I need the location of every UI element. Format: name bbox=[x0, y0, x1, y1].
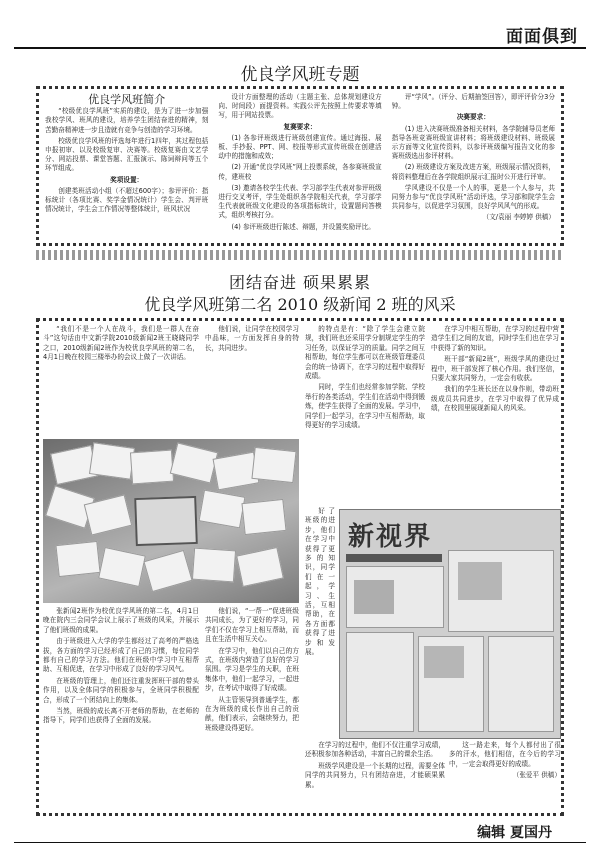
topic-title: 优良学风班专题 bbox=[240, 65, 360, 85]
article-paragraph: 从主管领导到普通学生，都在为班级的成长作出自己的贡献，他们表示，会继续努力，把班级建设得更好。 bbox=[205, 695, 299, 732]
article-paragraph: 当然，班级的成长离不开老师的帮助，在老师的指导下，同学们也获得了全面的发展。 bbox=[43, 707, 199, 725]
article-column-3-lower bbox=[305, 741, 445, 813]
page-header bbox=[0, 0, 600, 52]
article-column-2-lower bbox=[205, 607, 299, 813]
article-paragraph: 同时，学生们也经常参加学院、学校举行的各类活动，学生们在活动中得到锻炼，使学生获得了全面的发展。学习中，同学们一起学习，在学习中互相帮助，取得更好的学习成绩。 bbox=[305, 383, 425, 430]
feature-subheadline: 优良学风班第二名 2010 级新闻 2 班的风采 bbox=[144, 295, 456, 314]
intro-paragraph: (1) 各参评班级进行班级创建宣传。通过海报、展板、手抄报、PPT、网、校报等形式宣传班级在创建活动中的措施和成效； bbox=[218, 133, 382, 161]
intro-column-1 bbox=[45, 93, 208, 239]
feature-headline: 团结奋进 硕果累累 bbox=[228, 273, 372, 292]
article-paragraph: 他们说，让同学在校园学习中品味，一方面发挥自身的特长，共同进步。 bbox=[205, 325, 299, 352]
article-paragraph: 的特点是有：“除了学生会建立院规，我们班也还采用学分制规定学生的学习任务，以保证学习的质量。同学之间互相帮助，每位学生都可以在班级管理委员会的统一协调下，在学习的过程中取得好成绩。 bbox=[305, 325, 425, 381]
intro-paragraph: 学风建设不仅是一个人的事，更是一个人参与，共同努力参与“优良学风班”活动评选，学习部和院学生会共同参与，以促进学习氛围，良好学风风气的形成。 bbox=[391, 183, 555, 211]
article-column-4 bbox=[431, 325, 559, 505]
intro-paragraph: 创建类班活动小组（不超过600字）；参评评价：指标统计（各项比赛、奖学金情况统计）学生会、判评班情况统计，学生会工作情况等整体统计，班风状况 bbox=[45, 186, 209, 214]
intro-box bbox=[36, 86, 564, 246]
article-paragraph: “我们不是一个人在战斗，我们是一群人在奋斗”这句话由中文新学院2010级新闻2班王晓晓同学之口，2010级新闻2班作为校优良学风班的第二名，4月1日晚在校园三楼举办的会议上做了一次讲话。 bbox=[43, 325, 199, 362]
intro-heading: 优良学风班简介 bbox=[88, 93, 166, 106]
header-rule bbox=[14, 47, 586, 49]
article-paragraph: 这一路走来，每个人都付出了很多的汗水，他们相信，在今后的学习中，一定会取得更好的成绩。 bbox=[449, 741, 561, 768]
article-paragraph: 我们的学生班长还在以身作则，带动班级成员共同进步，在学习中取得了优异成绩，在校园里展现新闻人的风采。 bbox=[431, 385, 559, 413]
intro-paragraph: (1) 进入决赛班级准备相关材料，各学院辅导员老师指导各班竞赛班级宣讲材料；将班级建设材料、班级展示方面等文化宣传资料，以参评班级编写报告文化的参赛班级选出参评材料。 bbox=[391, 124, 555, 161]
article-column-3 bbox=[305, 325, 425, 507]
article-signature: （张爱平 供稿） bbox=[512, 771, 561, 780]
intro-column-2 bbox=[218, 93, 381, 239]
intro-paragraph: “校级优良学风班”实质的建设，是为了进一步加强我校学风、班风的建设，培养学生团结奋进的精神，刻苦勤奋精神进一步且造就有竞争与创造的学习环境。 bbox=[45, 107, 209, 134]
intro-paragraph: (2) 班级建设方案及改进方案，班级展示情况资料，将资料整理后在各学院组织展示汇报时公开进行评审。 bbox=[391, 163, 555, 181]
article-paragraph: 好了班级的进步，他们在学习中获得了更多的知识，同学们在一起，学习、生活，互相帮助，在各方面都获得了进步和发展。 bbox=[305, 507, 335, 657]
newspaper-photo bbox=[339, 509, 561, 739]
intro-signature: （文/袁丽 李婷婷 供稿） bbox=[482, 213, 555, 222]
intro-paragraph: 校级优良学风班的评选每年进行1四年，其过程包括申报初审、以及校级复审、决赛等。校级复赛由文艺学分、网站投票、课堂答题、汇报演示、陈词辩问等五个环节组成。 bbox=[45, 136, 209, 173]
intro-paragraph: 设计方面整理的活动（主题主张、总体规划建设方向、时间段）面提资料。实践公评先按照上传要求等填写，用于网站投票。 bbox=[218, 93, 382, 120]
intro-paragraph: (4) 参评班级进行陈述、辩题，并设置奖励评比。 bbox=[231, 222, 375, 231]
article-paragraph: 张新闻2班作为校优良学风班的第二名，4月1日晚在院内三会同学会议上展示了班级的风采，并展示了他们班级的成果。 bbox=[43, 607, 199, 634]
article-column-1 bbox=[43, 325, 199, 435]
article-paragraph: 班级学风建设是一个长期的过程，需要全体同学的共同努力，只有团结奋进，才能硕果累累。 bbox=[305, 761, 445, 789]
article-paragraph: 他们说，“一帮一”促进班级共同成长，为了更好的学习，同学们不仅在学习上相互帮助，而且在生活中相互关心。 bbox=[205, 607, 299, 644]
intro-subheading: 决赛要求： bbox=[456, 113, 490, 122]
certificates-photo bbox=[43, 439, 299, 603]
intro-paragraph: (2) 开通“优良学风班”网上投票系统，各参赛班级宣传，建班校 bbox=[218, 163, 382, 181]
section-title: 面面俱到 bbox=[506, 27, 578, 47]
intro-paragraph: (3) 邀请各校学生代表、学习部学生代表对参评班级进行交叉考评，学生处组织各学院相关代表，学习部学生代表就班级文化建设的各项指标统计，设置题问答模式，组织考核打分。 bbox=[218, 183, 382, 220]
decorative-border bbox=[36, 250, 564, 260]
article-paragraph: 在学习中，他们以自己的方式，在班级内营造了良好的学习氛围。学习是学生的天职，在班集体中，他们一起学习，一起进步，在考试中取得了好成绩。 bbox=[205, 646, 299, 693]
footer-rule bbox=[14, 842, 586, 843]
intro-subheading: 奖项设置： bbox=[110, 175, 144, 184]
article-paragraph: 班干部“新闻2班”，班级学风的建设过程中，班干部发挥了核心作用。我们坚信，只要大家共同努力，一定会有收获。 bbox=[431, 355, 559, 383]
intro-paragraph: 评“学风”。（评分、后期抽签回答），即评评价分3分钟。 bbox=[391, 93, 555, 111]
article-paragraph: 由于班级进入大学的学生都经过了高考的严格选拔，各方面的学习已经形成了自己的习惯，每位同学都有自己的学习方法。他们在班级中学习中互相帮助、互相促进，在学习中形成了良好的学习风气。 bbox=[43, 637, 199, 674]
intro-subheading: 复赛要求： bbox=[283, 122, 317, 131]
article-paragraph: 在班级的管理上，他们还注重发挥班干部的带头作用，以及全体同学的积极参与，全班同学积极配合，形成了一个团结向上的集体。 bbox=[43, 676, 199, 704]
article-paragraph: 在学习的过程中，他们不仅注重学习成绩，还积极参加各种活动，丰富自己的课余生活。 bbox=[305, 741, 445, 759]
newspaper-logo: 新视界 bbox=[348, 522, 433, 552]
article-paragraph: 在学习中相互帮助，在学习的过程中营造学生们之间的友谊，同时学生们也在学习中获得了新的知识。 bbox=[431, 325, 559, 352]
article-column-4-lower bbox=[449, 741, 561, 813]
article-column-1-lower bbox=[43, 607, 199, 813]
article-column-2-top bbox=[205, 325, 299, 355]
feature-article bbox=[36, 318, 564, 816]
editor-credit: 编辑 夏国丹 bbox=[477, 825, 552, 841]
intro-column-3 bbox=[392, 93, 555, 239]
